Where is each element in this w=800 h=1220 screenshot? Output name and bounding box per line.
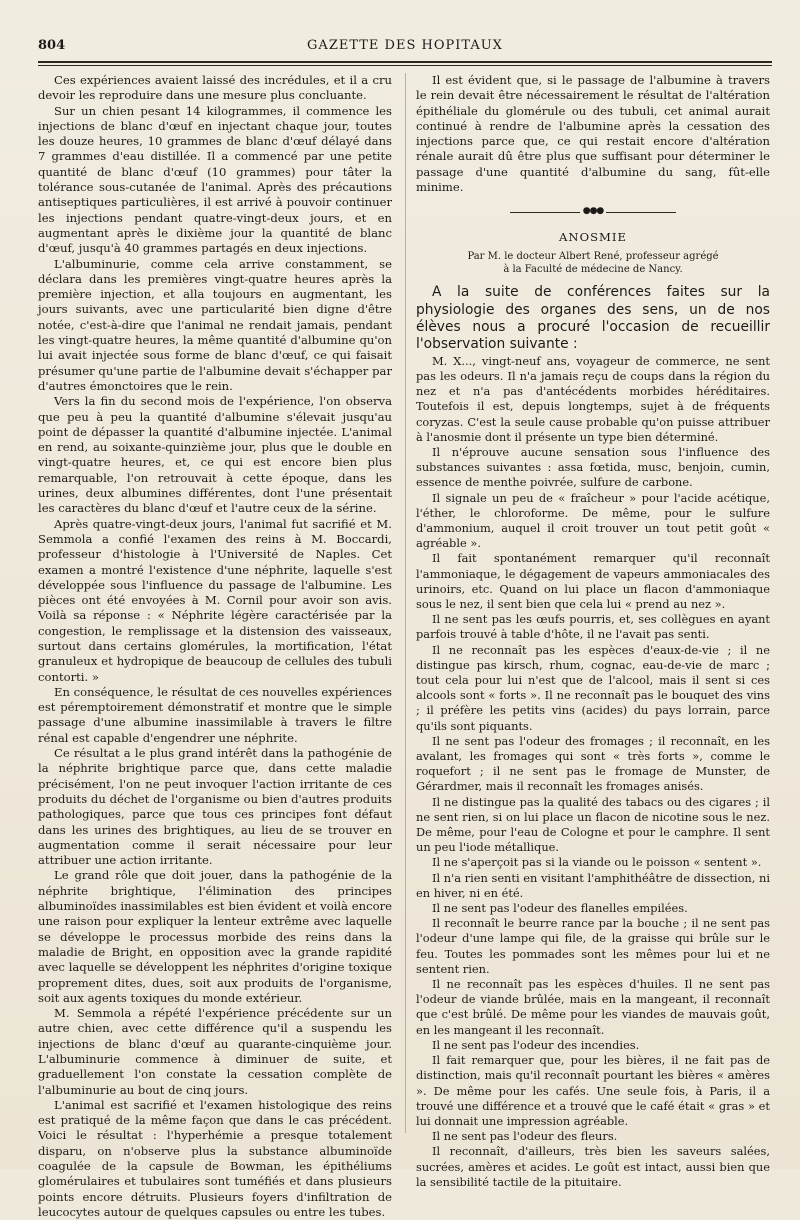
left-column (38, 73, 392, 1220)
byline-author: Par M. le docteur Albert René, professeur agrégé (467, 251, 719, 263)
paragraph: Il ne sent pas l'odeur des flanelles empilées. (432, 901, 688, 916)
paragraph: Il n'a rien senti en visitant l'amphithéâtre de dissection, ni en hiver, ni en été. (416, 870, 770, 900)
right-column (416, 73, 770, 1190)
paragraph: Vers la fin du second mois de l'expérience, l'on observa que peu à peu la quantité d'albumine s'élevait jusqu'au point de dépasser la quantité d'albumine injectée. L'animal en rend, au soixante-quinzième jour, plus que le double en vingt-quatre heures, et, ce qui est encore bien plus remarquable, l'on retrouvait à cette époque, dans les urines, deux albumines différentes, dont l'une présentait les caractères du blanc d'œuf et l'autre ceux de la sérine. (38, 394, 392, 516)
paragraph: Il reconnaît le beurre rance par la bouche ; il ne sent pas l'odeur d'une lampe qui file, de la graisse qui brûle sur le feu. Toutes les pommades sont les mêmes pour lui et ne sentent rien. (416, 916, 770, 976)
paragraph: Il ne sent pas les œufs pourris, et, ses collègues en ayant parfois trouvé à table d'hôte, il ne l'avait pas senti. (416, 612, 770, 642)
running-title: GAZETTE DES HOPITAUX (307, 38, 503, 53)
paragraph: L'animal est sacrifié et l'examen histologique des reins est pratiqué de la même façon que dans le cas précédent. Voici le résultat : l'hyperhémie a presque totalement disparu, on n'observe plus la substance albuminoïde coagulée de la capsule de Bowman, les épithéliums glomérulaires et tubulaires sont tuméfiés et dans plusieurs points encore détruits. Plusieurs foyers d'infiltration de leucocytes autour de quelques capsules ou entre les tubes. (38, 1097, 392, 1219)
paragraph: Il fait spontanément remarquer qu'il reconnaît l'ammoniaque, le dégagement de vapeurs ammoniacales des urinoirs, etc. Quand on lui place un flacon d'ammoniaque sous le nez, il sent bien que cela lui « prend au nez ». (416, 551, 770, 611)
page-header (38, 38, 772, 58)
section-ornament (416, 204, 770, 220)
byline-affiliation: à la Faculté de médecine de Nancy. (503, 264, 683, 276)
page-number: 804 (38, 38, 66, 53)
section-title: ANOSMIE (559, 229, 627, 244)
paragraph: Il signale un peu de « fraîcheur » pour l'acide acétique, l'éther, le chloroforme. De même, pour le sulfure d'ammonium, auquel il croit trouver un tout petit goût « agréable ». (416, 490, 770, 551)
header-rule-thin (38, 65, 772, 66)
ornament-dots: ●●● (582, 206, 604, 217)
paragraph: Après quatre-vingt-deux jours, l'animal fut sacrifié et M. Semmola a confié l'examen des reins à M. Boccardi, professeur d'histologie à l'Université de Naples. Cet examen a montré l'existence d'une néphrite, laquelle s'est développée sous l'influence du passage de l'albumine. Les pièces ont été envoyées à M. Cornil pour avoir son avis. Voilà sa réponse : « Néphrite légère caractérisée par la congestion, le remplissage et la distension des vaisseaux, surtout dans certains glomérules, la mortification, l'état granuleux et hydropique de beaucoup de cellules des tubuli contorti. » (38, 516, 392, 684)
ornament-line (510, 212, 580, 213)
paragraph: Il ne reconnaît pas les espèces d'huiles. Il ne sent pas l'odeur de viande brûlée, mais en la mangeant, il reconnaît que c'est brûlé. De même pour les viandes de mauvais goût, en les mangeant il les reconnaît. (416, 977, 770, 1037)
column-divider (405, 73, 406, 1133)
header-rule (38, 61, 772, 63)
paragraph: Il ne sent pas l'odeur des incendies. (432, 1037, 640, 1052)
paragraph: Il ne sent pas l'odeur des fleurs. (432, 1129, 618, 1144)
paragraph: Sur un chien pesant 14 kilogrammes, il commence les injections de blanc d'œuf en injectant chaque jour, toutes les douze heures, 10 grammes de blanc d'œuf délayé dans 7 grammes d'eau distillée. Il a commencé par une petite quantité de blanc d'œuf (10 grammes) pour tâter la tolérance sous-cutanée de l'animal. Après des précautions antiseptiques particulières, il est arrivé à pouvoir continuer les injections pendant quatre-vingt-deux jours, et en augmentant après le dixième jour la quantité de blanc d'œuf, jusqu'à 40 grammes partagés en deux injections. (38, 103, 392, 256)
paragraph: M. X..., vingt-neuf ans, voyageur de commerce, ne sent pas les odeurs. Il n'a jamais reçu de coups dans la région du nez et n'a pas d'antécédents morbides héréditaires. Toutefois il est, depuis longtemps, sujet à de fréquents coryzas. C'est la seule cause probable qu'on puisse attribuer à l'anosmie dont il présente un type bien déterminé. (416, 353, 770, 444)
paragraph: Ces expériences avaient laissé des incrédules, et il a cru devoir les reproduire dans une mesure plus concluante. (38, 73, 392, 103)
ornament-line (606, 212, 676, 213)
paragraph: Il fait remarquer que, pour les bières, il ne fait pas de distinction, mais qu'il reconnaît pourtant les bières « amères ». De même pour les cafés. Une seule fois, à Paris, il a trouvé une différence et a trouvé que le café était « gras » et lui donnait une impression agréable. (416, 1053, 770, 1128)
paragraph: Il ne distingue pas la qualité des tabacs ou des cigares ; il ne sent rien, si on lui place un flacon de nicotine sous le nez. De même, pour l'eau de Cologne et pour le camphre. Il sent un peu l'iode métallique. (416, 794, 770, 855)
byline (416, 250, 770, 276)
paragraph: Ce résultat a le plus grand intérêt dans la pathogénie de la néphrite brightique parce que, dans cette maladie précisément, l'on ne peut invoquer l'action irritante de ces produits du déchet de l'organisme ou bien d'autres produits pathologiques, parce que tous ces principes font défaut dans les urines des brightiques, au lieu de se trouver en augmentation comme il serait nécessaire pour leur attribuer une action irritante. (38, 746, 392, 868)
paragraph: M. Semmola a répété l'expérience précédente sur un autre chien, avec cette différence qu'il a suspendu les injections de blanc d'œuf au quarante-cinquième jour. L'albuminurie commence à diminuer de suite, et graduellement l'on constate la cessation complète de l'albuminurie au bout de cinq jours. (38, 1006, 392, 1097)
paragraph: Il reconnaît, d'ailleurs, très bien les saveurs salées, sucrées, amères et acides. Le goût est intact, aussi bien que la sensibilité tactile de la pituitaire. (416, 1144, 770, 1189)
paragraph: Il ne reconnaît pas les espèces d'eaux-de-vie ; il ne distingue pas kirsch, rhum, cognac, eau-de-vie de marc ; tout cela pour lui n'est que de l'alcool, mais il sent si ces alcools sont « forts ». Il ne reconnaît pas le bouquet des vins ; il préfère les petits vins (acides) du pays lorrain, parce qu'ils sont piquants. (416, 642, 770, 733)
lead-paragraph: A la suite de conférences faites sur la physiologie des organes des sens, un de nos élèves nous a procuré l'occasion de recueillir l'observation suivante : (416, 284, 770, 353)
paragraph: En conséquence, le résultat de ces nouvelles expériences est péremptoirement démonstratif et montre que le simple passage d'une albumine inassimilable à travers le filtre rénal est capable d'engendrer une néphrite. (38, 684, 392, 745)
paragraph: Il ne s'aperçoit pas si la viande ou le poisson « sentent ». (432, 855, 762, 870)
paragraph: L'albuminurie, comme cela arrive constamment, se déclara dans les premières vingt-quatre heures après la première injection, et alla toujours en augmentant, les jours suivants, avec une particularité bien digne d'être notée, c'est-à-dire que l'animal ne rendait jamais, pendant les vingt-quatre heures, la même quantité d'albumine qu'on lui avait injectée sous forme de blanc d'œuf, ce qui faisait présumer qu'une partie de l'albumine devait s'échapper par d'autres émonctoires que le rein. (38, 256, 392, 393)
paragraph: Le grand rôle que doit jouer, dans la pathogénie de la néphrite brightique, l'élimination des principes albuminoïdes inassimilables est bien évident et voilà encore une raison pour expliquer la lenteur extrême avec laquelle se développe le processus morbide des reins dans la maladie de Bright, en opposition avec la grande rapidité avec laquelle se développent les néphrites d'origine toxique proprement dites, dues, soit aux produits de l'organisme, soit aux agents toxiques du monde extérieur. (38, 868, 392, 1005)
paragraph: Il n'éprouve aucune sensation sous l'influence des substances suivantes : assa fœtida, musc, benjoin, cumin, essence de menthe poivrée, sulfure de carbone. (416, 444, 770, 490)
paragraph: Il est évident que, si le passage de l'albumine à travers le rein devait être nécessairement le résultat de l'altération épithéliale du glomérule ou des tubuli, cet animal aurait continué à rendre de l'albumine après la cessation des injections parce que, ce qui restait encore d'altération rénale aurait dû être plus que suffisant pour déterminer le passage d'une quantité d'albumine du sang, fût-elle minime. (416, 73, 770, 195)
paragraph: Il ne sent pas l'odeur des fromages ; il reconnaît, en les avalant, les fromages qui sont « très forts », comme le roquefort ; il ne sent pas le fromage de Munster, de Gérardmer, mais il reconnaît les fromages anisés. (416, 733, 770, 794)
